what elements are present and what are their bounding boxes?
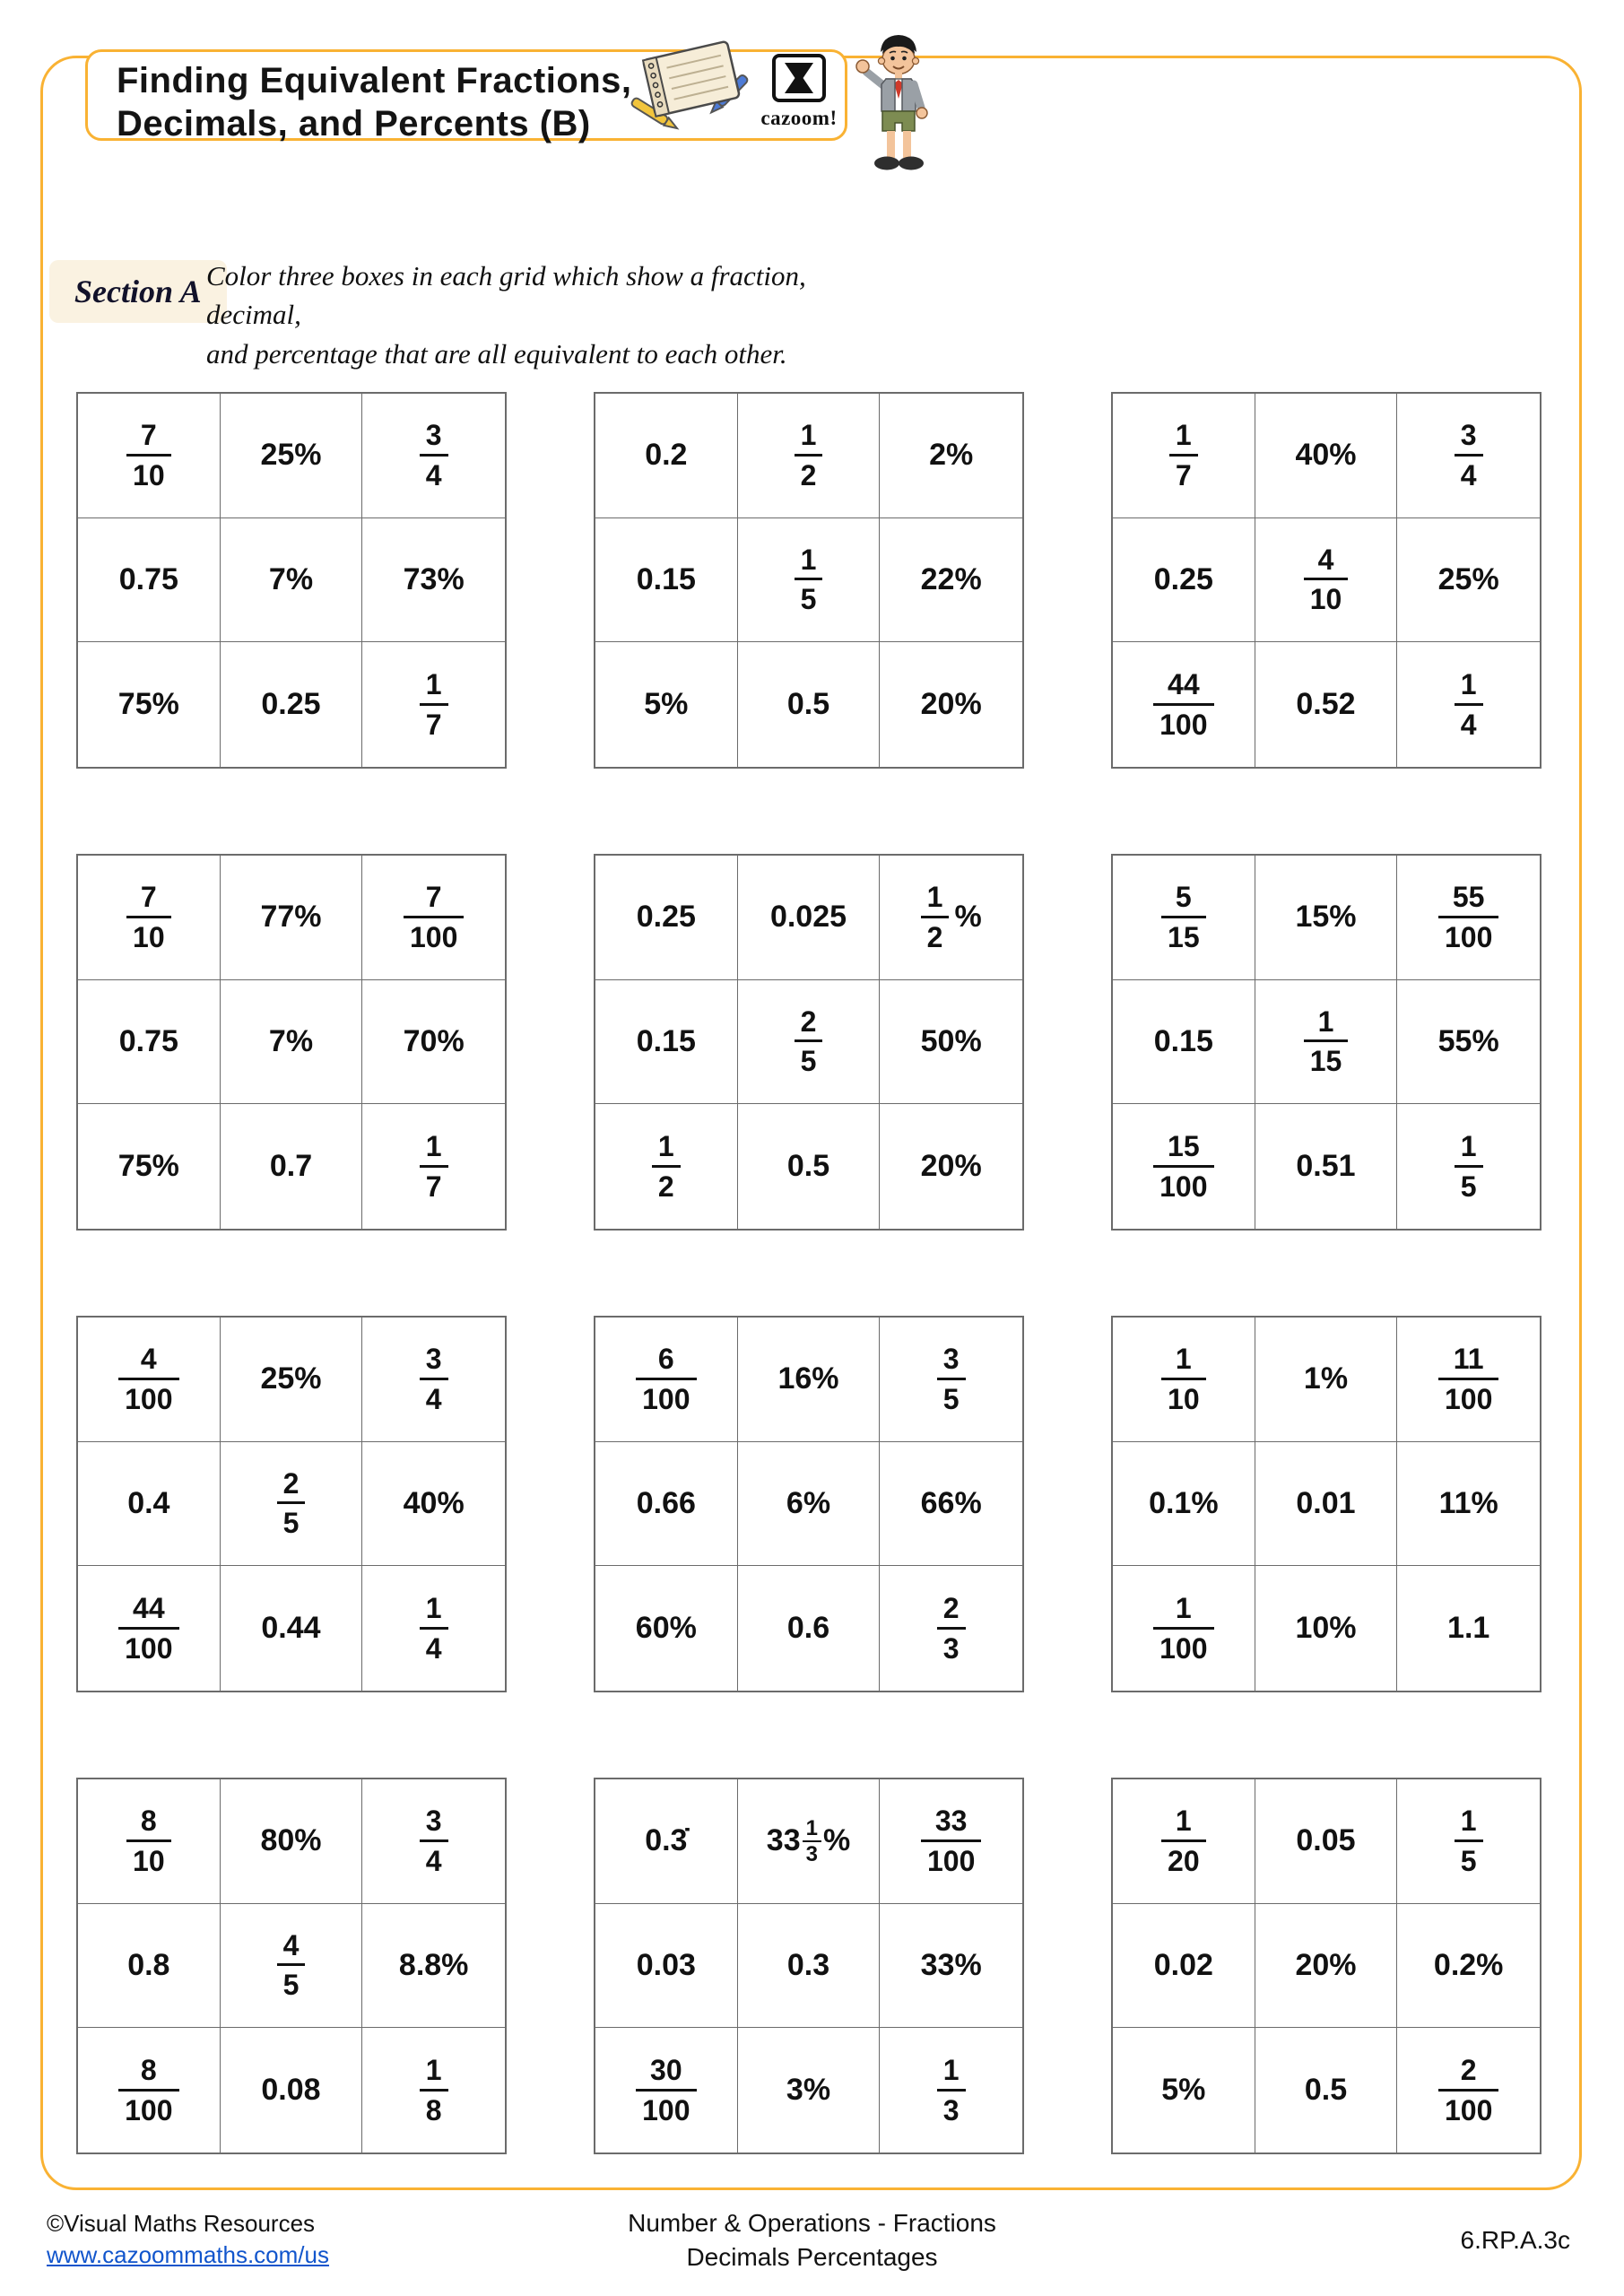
grid-3-cell-7[interactable] [1113,642,1255,767]
footer-topic-line2: Decimals Percentages [686,2242,938,2271]
grid-3-cell-8[interactable]: 0.52 [1255,642,1398,767]
grid-4-cell-6[interactable]: 70% [362,980,505,1105]
grid-2-cell-8[interactable]: 0.5 [738,642,881,767]
grid-6-cell-5[interactable] [1255,980,1398,1105]
grid-12-cell-8[interactable]: 0.5 [1255,2028,1398,2152]
fraction-value: $\frac{1}{3}$ [937,2054,966,2127]
fraction-value: $\frac{1}{5}$ [1455,1130,1483,1204]
grid-10-cell-8[interactable]: 0.08 [221,2028,363,2152]
grid-1-cell-1[interactable] [78,394,221,518]
grid-5-cell-7[interactable] [595,1104,738,1229]
fraction-value: $\frac{30}{100}$ [636,2054,696,2127]
grid-2-cell-4[interactable]: 0.15 [595,518,738,643]
grid-10-cell-9[interactable] [362,2028,505,2152]
grid-4-cell-1[interactable] [78,856,221,980]
grid-11-cell-8[interactable]: 3% [738,2028,881,2152]
grid-7-cell-2[interactable]: 25% [221,1318,363,1442]
equivalence-grid-7 [76,1316,507,1692]
fraction-value: $\frac{1}{100}$ [1153,1592,1213,1665]
grid-5-cell-8[interactable]: 0.5 [738,1104,881,1229]
grid-6-cell-8[interactable]: 0.51 [1255,1104,1398,1229]
equivalence-grid-1 [76,392,507,769]
equivalence-grid-9 [1111,1316,1541,1692]
page-title-line2: Decimals, and Percents (B) [117,104,591,144]
cazoom-logo-text: cazoom! [760,107,838,129]
grid-3-cell-4[interactable]: 0.25 [1113,518,1255,643]
grid-8-cell-6[interactable]: 66% [880,1442,1022,1567]
equivalence-grid-12 [1111,1778,1541,2154]
grid-2-cell-5[interactable] [738,518,881,643]
grid-7-cell-9[interactable] [362,1566,505,1691]
grid-12-cell-6[interactable]: 0.2% [1397,1904,1540,2029]
fraction-value: $\frac{1}{10}$ [1161,1343,1206,1416]
cazoom-logo [756,54,842,130]
grid-1-cell-2[interactable]: 25% [221,394,363,518]
grid-4-cell-4[interactable]: 0.75 [78,980,221,1105]
grid-11-cell-3[interactable] [880,1779,1022,1904]
copyright-text: ©Visual Maths Resources [47,2210,316,2237]
grid-10-cell-5[interactable] [221,1904,363,2029]
fraction-value: $\frac{5}{15}$ [1161,881,1206,954]
grid-5-cell-9[interactable]: 20% [920,1149,982,1184]
grid-9-cell-9[interactable]: 1.1 [1447,1611,1490,1646]
grid-8-cell-1[interactable] [595,1318,738,1442]
grid-12-cell-7[interactable]: 5% [1113,2028,1255,2152]
grid-2-cell-1[interactable]: 0.2 [595,394,738,518]
grid-10-cell-6[interactable]: 8.8% [362,1904,505,2029]
fraction-value: $\frac{2}{3}$ [937,1592,966,1665]
fraction-value: $\frac{1}{7}$ [420,668,448,742]
instructions-text [206,257,870,373]
fraction-value: $\frac{1}{20}$ [1161,1805,1206,1878]
fraction-value: $\frac{15}{100}$ [1153,1130,1213,1204]
grid-9-cell-7[interactable] [1113,1566,1255,1691]
grid-1-cell-8[interactable]: 0.25 [221,642,363,767]
grid-6-cell-1[interactable] [1113,856,1255,980]
grid-6-cell-3[interactable] [1397,856,1540,980]
grid-5-cell-6[interactable]: 50% [880,980,1022,1105]
grid-7-cell-3[interactable] [362,1318,505,1442]
grid-6-cell-4[interactable]: 0.15 [1113,980,1255,1105]
grid-1-cell-7[interactable]: 75% [78,642,221,767]
fraction-value: $\frac{1}{2}$ [652,1130,681,1204]
grid-11-cell-1[interactable]: 0.3̇ [595,1779,738,1904]
grid-2-cell-2[interactable] [738,394,881,518]
grid-6-cell-2[interactable]: 15% [1255,856,1398,980]
fraction-value: $\frac{55}{100}$ [1438,881,1498,954]
grid-12-cell-4[interactable]: 0.02 [1113,1904,1255,2029]
fraction-value: $\frac{2}{100}$ [1438,2054,1498,2127]
footer [43,2205,1581,2285]
grid-4-cell-2[interactable]: 77% [221,856,363,980]
equivalence-grid-8 [594,1316,1024,1692]
grid-3-cell-1[interactable] [1113,394,1255,518]
grid-1-cell-6[interactable]: 73% [362,518,505,643]
fraction-value: $\frac{2}{5}$ [795,1005,823,1079]
equivalence-grid-10 [76,1778,507,2154]
grid-8-cell-9[interactable] [880,1566,1022,1691]
instructions-line2: and percentage that are all equivalent to each other. [206,337,787,370]
grid-12-cell-3[interactable] [1397,1779,1540,1904]
fraction-value: $\frac{1}{5}$ [795,544,823,617]
grid-9-cell-6[interactable]: 11% [1397,1442,1540,1567]
grid-10-cell-1[interactable] [78,1779,221,1904]
standard-code: 6.RP.A.3c [1460,2226,1570,2254]
notebook-illustration [623,32,758,137]
footer-topic-line1: Number & Operations - Fractions [628,2209,996,2237]
grid-4-cell-8[interactable]: 0.7 [221,1104,363,1229]
grid-2-cell-3[interactable]: 2% [880,394,1022,518]
grid-7-cell-1[interactable] [78,1318,221,1442]
fraction-value: $\frac{3}{4}$ [420,419,448,492]
fraction-value: $\frac{4}{5}$ [277,1929,306,2003]
grid-5-cell-4[interactable]: 0.15 [595,980,738,1105]
fraction-value: $\frac{8}{100}$ [118,2054,178,2127]
fraction-value: $\frac{1}{5}$ [1455,1805,1483,1878]
fraction-value: $\frac{1}{4}$ [1455,668,1483,742]
fraction-value: $\frac{1}{15}$ [1304,1005,1349,1079]
grid-4-cell-7[interactable]: 75% [78,1104,221,1229]
grid-7-cell-8[interactable]: 0.44 [221,1566,363,1691]
fraction-value: $\frac{1}{8}$ [420,2054,448,2127]
grid-7-cell-6[interactable]: 40% [362,1442,505,1567]
grid-7-cell-4[interactable]: 0.4 [78,1442,221,1567]
grid-5-cell-2[interactable]: 0.025 [738,856,881,980]
fraction-value: $\frac{4}{10}$ [1304,544,1349,617]
grid-8-cell-5[interactable]: 6% [738,1442,881,1567]
grid-12-cell-9[interactable] [1397,2028,1540,2152]
grid-4-cell-9[interactable] [362,1104,505,1229]
grid-5-cell-5[interactable] [738,980,881,1105]
fraction-value: $\frac{2}{5}$ [277,1467,306,1541]
grid-5-cell-3[interactable]: $\frac{1}{2}$ % [880,856,1022,980]
grid-12-cell-5[interactable]: 20% [1255,1904,1398,2029]
grid-9-cell-2[interactable]: 1% [1255,1318,1398,1442]
grid-8-cell-2[interactable]: 16% [738,1318,881,1442]
grid-9-cell-5[interactable]: 0.01 [1255,1442,1398,1567]
fraction-value: $\frac{11}{100}$ [1438,1343,1498,1416]
grid-2-cell-6[interactable]: 22% [880,518,1022,643]
equivalence-grid-4 [76,854,507,1231]
grid-11-cell-9[interactable] [880,2028,1022,2152]
grid-10-cell-3[interactable] [362,1779,505,1904]
fraction-value: $\frac{1}{2}$ [795,419,823,492]
equivalence-grid-2 [594,392,1024,769]
grid-10-cell-7[interactable] [78,2028,221,2152]
fraction-value: $\frac{7}{100}$ [404,881,464,954]
fraction-value: $\frac{3}{4}$ [420,1343,448,1416]
grid-1-cell-3[interactable] [362,394,505,518]
fraction-value: $\frac{1}{2}$ [921,881,950,954]
grid-3-cell-6[interactable]: 25% [1397,518,1540,643]
grid-9-cell-8[interactable]: 10% [1255,1566,1398,1691]
grid-11-cell-4[interactable]: 0.03 [595,1904,738,2029]
fraction-value: $\frac{7}{10}$ [126,881,171,954]
grid-10-cell-4[interactable]: 0.8 [78,1904,221,2029]
grid-6-cell-7[interactable] [1113,1104,1255,1229]
boy-illustration [852,32,945,180]
grid-12-cell-2[interactable]: 0.05 [1255,1779,1398,1904]
grid-9-cell-3[interactable] [1397,1318,1540,1442]
grid-10-cell-2[interactable]: 80% [221,1779,363,1904]
fraction-value: $\frac{4}{100}$ [118,1343,178,1416]
fraction-value: $\frac{1}{7}$ [420,1130,448,1204]
grid-4-cell-5[interactable]: 7% [221,980,363,1105]
grid-8-cell-3[interactable] [880,1318,1022,1442]
grid-1-cell-4[interactable]: 0.75 [78,518,221,643]
grid-3-cell-3[interactable] [1397,394,1540,518]
grid-11-cell-6[interactable]: 33% [880,1904,1022,2029]
grid-1-cell-5[interactable]: 7% [221,518,363,643]
fraction-value: $\frac{7}{10}$ [126,419,171,492]
grid-11-cell-2[interactable]: 33 $\frac{1}{3}$ % [738,1779,881,1904]
grid-1-cell-9[interactable] [362,642,505,767]
grids-container [76,392,1541,2154]
grid-2-cell-9[interactable]: 20% [920,687,982,722]
grid-8-cell-8[interactable]: 0.6 [738,1566,881,1691]
grid-12-cell-1[interactable] [1113,1779,1255,1904]
equivalence-grid-3 [1111,392,1541,769]
footer-topic [628,2206,996,2274]
grid-2-cell-7[interactable]: 5% [595,642,738,767]
website-link[interactable]: www.cazoommaths.com/us [47,2241,329,2269]
grid-11-cell-7[interactable] [595,2028,738,2152]
fraction-value: $\frac{44}{100}$ [118,1592,178,1665]
grid-7-cell-5[interactable] [221,1442,363,1567]
grid-11-cell-5[interactable]: 0.3 [738,1904,881,2029]
fraction-value: $\frac{3}{5}$ [937,1343,966,1416]
grid-9-cell-4[interactable]: 0.1% [1113,1442,1255,1567]
instructions-line1: Color three boxes in each grid which show a fraction, decimal, [206,260,806,331]
fraction-value: $\frac{1}{4}$ [420,1592,448,1665]
fraction-value: $\frac{8}{10}$ [126,1805,171,1878]
grid-6-cell-6[interactable]: 55% [1397,980,1540,1105]
grid-3-cell-2[interactable]: 40% [1255,394,1398,518]
fraction-value: $\frac{1}{3}$ [803,1817,821,1866]
grid-3-cell-5[interactable] [1255,518,1398,643]
cazoom-logo-icon [770,54,828,104]
page-title-line1: Finding Equivalent Fractions, [117,61,632,100]
grid-5-cell-1[interactable]: 0.25 [595,856,738,980]
equivalence-grid-6 [1111,854,1541,1231]
grid-4-cell-3[interactable] [362,856,505,980]
fraction-value: $\frac{3}{4}$ [1455,419,1483,492]
equivalence-grid-5 [594,854,1024,1231]
fraction-value: $\frac{33}{100}$ [921,1805,981,1878]
equivalence-grid-11 [594,1778,1024,2154]
grid-3-cell-9[interactable] [1397,642,1540,767]
section-a-label: Section A [49,260,227,323]
grid-7-cell-7[interactable] [78,1566,221,1691]
fraction-value: $\frac{6}{100}$ [636,1343,696,1416]
fraction-value: $\frac{1}{7}$ [1169,419,1198,492]
grid-9-cell-1[interactable] [1113,1318,1255,1442]
fraction-value: $\frac{44}{100}$ [1153,668,1213,742]
grid-6-cell-9[interactable] [1397,1104,1540,1229]
grid-8-cell-4[interactable]: 0.66 [595,1442,738,1567]
fraction-value: $\frac{3}{4}$ [420,1805,448,1878]
footer-left [47,2208,329,2271]
grid-8-cell-7[interactable]: 60% [595,1566,738,1691]
